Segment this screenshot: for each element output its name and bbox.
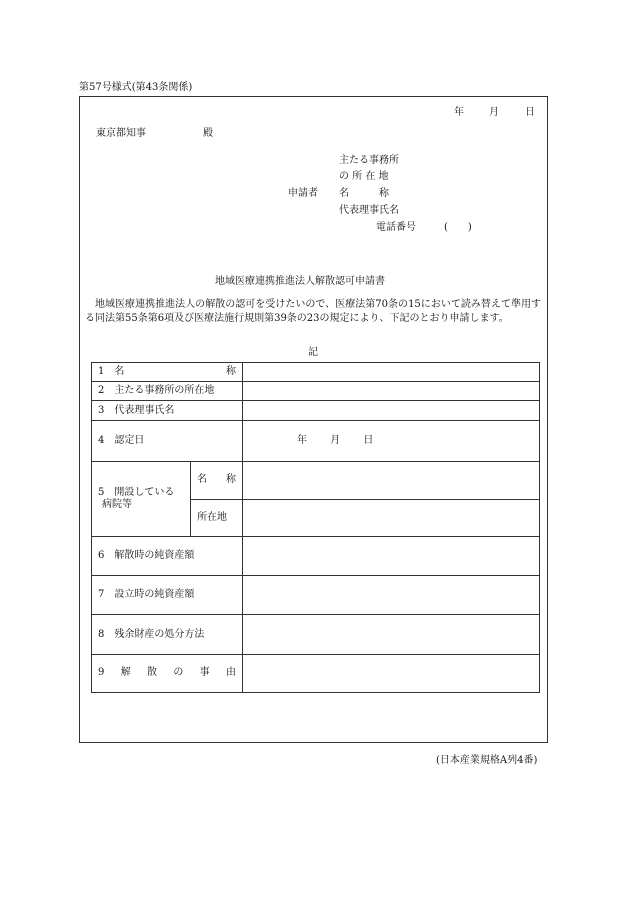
applicant-label: 申請者 <box>288 188 318 199</box>
row7-value <box>243 576 540 615</box>
ki-label: 記 <box>308 347 318 358</box>
table-row <box>92 382 540 401</box>
date-month: 月 <box>489 107 499 118</box>
row9-char: 事 <box>199 667 210 679</box>
row5-sub1-a: 名 <box>197 474 207 486</box>
body-text: 地域医療連携推進法人の解散の認可を受けたいので、医療法第70条の15において読み替えて準用する同法第55条第6項及び医療法施行規則第39条の23の規定により、下記のとおり申請します。 <box>85 299 541 324</box>
row2-value <box>243 382 540 401</box>
office-location-label-1: 主たる事務所 <box>339 155 399 166</box>
form-number: 第57号様式(第43条関係) <box>79 82 193 93</box>
table-row <box>92 576 540 615</box>
addressee-name: 東京都知事 <box>96 128 146 139</box>
table-row <box>92 461 540 499</box>
row9-no: 9 <box>98 667 105 679</box>
row9-char: 散 <box>147 667 157 679</box>
applicant-name-label: 名 称 <box>339 188 389 199</box>
row9-value <box>243 654 540 692</box>
row4-label: 4 認定日 <box>92 421 243 461</box>
row7-label: 7 設立時の純資産額 <box>92 576 243 615</box>
row4-month: 月 <box>330 434 341 446</box>
row9-char: 解 <box>120 667 131 679</box>
row1-b: 称 <box>226 366 236 378</box>
paper-size-note: (日本産業規格A列4番) <box>436 755 538 766</box>
row9-label <box>92 654 243 692</box>
row5-sub1-value <box>243 461 540 499</box>
row5-label <box>92 461 191 536</box>
row1-no: 1 <box>98 366 105 378</box>
date-year: 年 <box>454 107 464 118</box>
phone-label: 電話番号 <box>376 222 416 233</box>
row3-value <box>243 401 540 421</box>
date-day: 日 <box>525 107 535 118</box>
table-row <box>92 421 540 461</box>
row6-value <box>243 537 540 576</box>
addressee-honorific: 殿 <box>203 128 213 139</box>
row5-line1: 5 開設している <box>98 486 175 498</box>
table-row <box>92 654 540 692</box>
row8-value <box>243 615 540 654</box>
row9-char: の <box>173 667 184 679</box>
row4-day: 日 <box>363 434 374 446</box>
row5-sub1-label <box>191 461 243 499</box>
table-row <box>92 615 540 654</box>
row1-label <box>92 363 243 382</box>
table-row <box>92 401 540 421</box>
row4-year: 年 <box>297 434 307 446</box>
row8-label: 8 残余財産の処分方法 <box>92 615 243 654</box>
office-location-label-2: の 所 在 地 <box>339 171 389 182</box>
document-title: 地域医療連携推進法人解散認可申請書 <box>215 276 385 287</box>
row9-char: 由 <box>225 667 236 679</box>
row5-line2: 病院等 <box>102 498 132 510</box>
row1-a: 名 <box>114 366 125 378</box>
table-row <box>92 537 540 576</box>
row4-value <box>243 421 540 461</box>
application-table <box>91 362 540 693</box>
phone-parens: ( ) <box>444 222 472 233</box>
row5-sub1-b: 称 <box>226 474 236 486</box>
row5-sub2-value <box>243 499 540 536</box>
row2-label: 2 主たる事務所の所在地 <box>92 382 243 401</box>
row5-sub2-label: 所在地 <box>191 499 243 536</box>
row3-label: 3 代表理事氏名 <box>92 401 243 421</box>
row6-label: 6 解散時の純資産額 <box>92 537 243 576</box>
table-row <box>92 363 540 382</box>
row1-value <box>243 363 540 382</box>
representative-label: 代表理事氏名 <box>339 205 399 216</box>
